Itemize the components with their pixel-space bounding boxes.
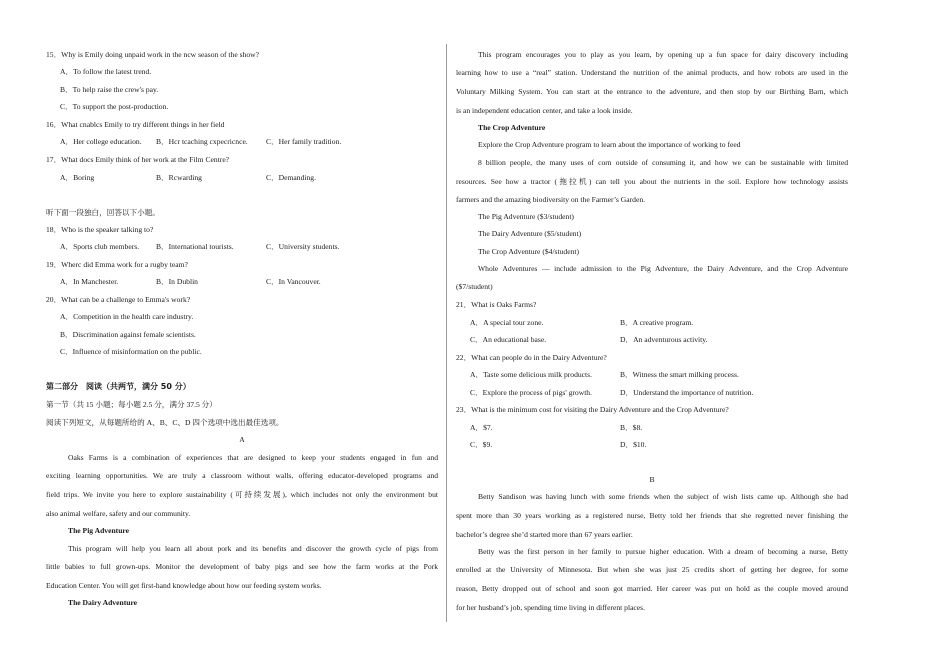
q22-option-a: A．Taste some delicious milk products. (470, 370, 593, 379)
passage-a-para1-line4: also animal welfare, safety and our community. (46, 509, 191, 518)
passage-a-para1-line3: field trips. We invite you here to explore sustainability (可持续发展), which includes not only the environment but (46, 490, 438, 499)
q16-question: 16．What cnablcs Emily to try different things in her field (46, 120, 225, 129)
q20-option-b: B．Discrimination against female scientists. (60, 330, 196, 339)
passage-b-para2-line4: for her husband’s job, spending time living in different places. (456, 603, 646, 612)
crop-para-line2: 8 billion people, the many uses of corn outside of consuming it, and how we can be sustainable with limited (478, 158, 848, 167)
q21-option-a: A．A special tour zone. (470, 318, 544, 327)
q16-option-a: A．Her college education. (60, 137, 142, 146)
q22-question: 22．What can people do in the Dairy Adventure? (456, 353, 607, 362)
price-dairy: The Dairy Adventure ($5/student) (478, 229, 582, 238)
passage-a-label: A (239, 435, 245, 444)
passage-b-para2-line3: reason, Betty dropped out of school and soon got married. Her career was put on hold as the couple moved around (456, 584, 848, 593)
passage-b-para1-line1: Betty Sandison was having lunch with some friends when the subject of wish lists came up. Although she had (478, 492, 848, 501)
passage-b-para1-line2: spent more than 30 years working as a registered nurse, Betty told her friends that she regretted never finishing the (456, 511, 848, 520)
q17-option-c: C．Demanding. (266, 173, 316, 182)
q17-question: 17．What docs Emily think of her work at the Film Centre? (46, 155, 230, 164)
dairy-para-line4: is an independent education center, and take a look inside. (456, 106, 633, 115)
q15-option-c: C．To support the post-production. (60, 102, 169, 111)
pig-adventure-title: The Pig Adventure (68, 526, 130, 535)
price-whole-line2: ($7/student) (456, 282, 493, 291)
pig-para-line3: Education Center. You will get first-hand knowledge about how our feeding system works. (46, 581, 322, 590)
passage-b-label: B (649, 475, 655, 484)
q20-question: 20．What can be a challenge to Emma's work? (46, 295, 191, 304)
q20-option-a: A．Competition in the health care industry. (60, 312, 194, 321)
q19-option-b: B．In Dublin (156, 277, 198, 286)
q23-option-c: C．$9. (470, 440, 493, 449)
q16-option-b: B．Hcr tcaching cxpecricnce. (156, 137, 248, 146)
q19-option-a: A．In Manchester. (60, 277, 119, 286)
q19-option-c: C．In Vancouver. (266, 277, 321, 286)
crop-para-line3: resources. See how a tractor (拖拉机) can tell you about the nutrients in the soil. Explore how technology assists (456, 177, 848, 186)
column-divider (446, 44, 447, 622)
q15-option-b: B．To help raise the crew's pay. (60, 85, 159, 94)
price-crop: The Crop Adventure ($4/student) (478, 247, 580, 256)
section1-title: 第一节（共 15 小题；每小题 2.5 分，满分 37.5 分） (46, 400, 217, 409)
pig-para-line2: little babies to full grown-ups. Monitor the development of baby pigs and see how the farm works at the Pork (46, 562, 438, 571)
passage-b-para2-line2: enrolled at the University of Minnesota. But when she was just 25 credits short of getting her degree, for some (456, 565, 848, 574)
listening-instruction: 听下面一段独白，回答以下小题。 (46, 208, 160, 217)
q17-option-b: B．Rcwarding (156, 173, 202, 182)
passage-b-para2-line1: Betty was the first person in her family to pursue higher education. With a dream of becoming a nurse, Betty (478, 547, 848, 556)
q20-option-c: C．Influence of misinformation on the public. (60, 347, 202, 356)
crop-para-line1: Explore the Crop Adventure program to learn about the importance of working to feed (478, 140, 741, 149)
q23-option-a: A．$7. (470, 423, 493, 432)
dairy-adventure-title: The Dairy Adventure (68, 598, 138, 607)
dairy-para-line3: Voluntary Milking System. You can start at the entrance to the adventure, and then stop by our Birthing Barn, which (456, 87, 848, 96)
q17-option-a: A．Boring (60, 173, 95, 182)
dairy-para-line2: learning how to use a “real” station. Understand the nutrition of the animal products, and how robots are used in the (456, 68, 848, 77)
section1-instruction: 阅读下列短文，从每题所给的 A、B、C、D 四个选项中选出最佳选项。 (46, 418, 284, 427)
q18-option-b: B．International tourists. (156, 242, 234, 251)
price-pig: The Pig Adventure ($3/student) (478, 212, 574, 221)
q18-option-a: A．Sports club members. (60, 242, 140, 251)
q15-question: 15．Why is Emily doing unpaid work in the ncw season of the show? (46, 50, 260, 59)
q18-option-c: C．University students. (266, 242, 340, 251)
q21-option-c: C．An educational base. (470, 335, 547, 344)
q23-option-d: D．$10. (620, 440, 647, 449)
crop-adventure-title: The Crop Adventure (478, 123, 546, 132)
dairy-para-line1: This program encourages you to play as you learn, by opening up a fun space for dairy discovery including (478, 50, 848, 59)
price-whole-line1: Whole Adventures — include admission to the Pig Adventure, the Dairy Adventure, and the Crop Adventure (478, 264, 848, 273)
q16-option-c: C．Her family tradition. (266, 137, 342, 146)
q22-option-d: D．Understand the importance of nutrition. (620, 388, 754, 397)
q22-option-b: B．Witness the smart milking process. (620, 370, 739, 379)
q23-question: 23．What is the minimum cost for visiting the Dairy Adventure and the Crop Adventure? (456, 405, 729, 414)
q21-question: 21．What is Oaks Farms? (456, 300, 537, 309)
q23-option-b: B．$8. (620, 423, 643, 432)
q22-option-c: C．Explore the process of pigs' growth. (470, 388, 593, 397)
crop-para-line4: farmers and the amazing biodiversity on the Farmer’s Garden. (456, 195, 646, 204)
passage-a-para1-line2: exciting learning opportunities. We are truly a classroom without walls, offering educator-developed programs and (46, 471, 438, 480)
q15-option-a: A．To follow the latest trend. (60, 67, 152, 76)
passage-b-para1-line3: bachelor’s degree she’d started more than 67 years earlier. (456, 530, 633, 539)
passage-a-para1-line1: Oaks Farms is a combination of experiences that are designed to keep your students engaged in fun and (68, 453, 438, 462)
q21-option-d: D．An adventurous activity. (620, 335, 708, 344)
q21-option-b: B．A creative program. (620, 318, 694, 327)
q19-question: 19．Wherc did Emma work for a rugby team? (46, 260, 188, 269)
pig-para-line1: This program will help you learn all about pork and its benefits and discover the growth cycle of pigs from (68, 544, 438, 553)
q18-question: 18．Who is the speaker talking to? (46, 225, 154, 234)
part2-title: 第二部分 阅读（共两节，满分 50 分） (46, 382, 191, 391)
